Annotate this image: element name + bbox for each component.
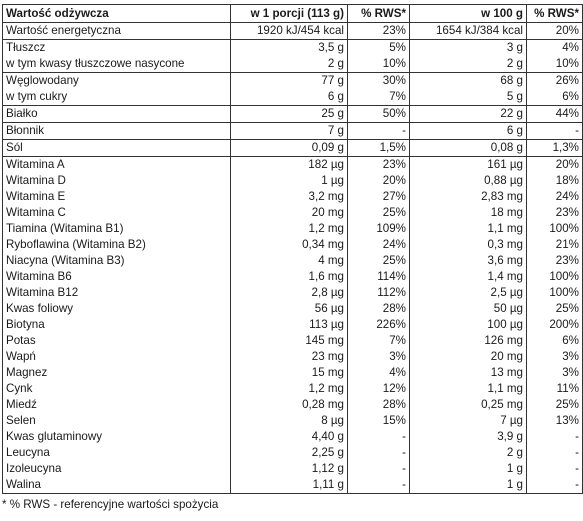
per-serving-cell: 77 g bbox=[231, 73, 348, 90]
per-100g-cell: 3,6 mg bbox=[410, 253, 527, 269]
header-per-serving: w 1 porcji (113 g) bbox=[231, 5, 348, 23]
table-row bbox=[3, 123, 583, 140]
rws-serving-cell: - bbox=[348, 445, 410, 461]
rws-100g-cell: 100% bbox=[527, 221, 583, 237]
nutrient-name-cell: w tym cukry bbox=[3, 89, 231, 106]
nutrient-name-cell: Witamina B12 bbox=[3, 285, 231, 301]
nutrient-name-cell: Walina bbox=[3, 477, 231, 494]
per-serving-cell: 0,28 mg bbox=[231, 397, 348, 413]
table-row bbox=[3, 106, 583, 123]
rws-serving-cell: 109% bbox=[348, 221, 410, 237]
nutrient-name-cell: Witamina A bbox=[3, 157, 231, 174]
rws-serving-cell: 24% bbox=[348, 237, 410, 253]
nutrient-name-cell: Ryboflawina (Witamina B2) bbox=[3, 237, 231, 253]
header-rws-100g: % RWS* bbox=[527, 5, 583, 23]
rws-100g-cell: 13% bbox=[527, 413, 583, 429]
per-100g-cell: 126 mg bbox=[410, 333, 527, 349]
rws-100g-cell: 4% bbox=[527, 40, 583, 57]
per-100g-cell: 0,3 mg bbox=[410, 237, 527, 253]
rws-100g-cell: 100% bbox=[527, 285, 583, 301]
per-serving-cell: 1,6 mg bbox=[231, 269, 348, 285]
per-serving-cell: 15 mg bbox=[231, 365, 348, 381]
rws-100g-cell: 1,3% bbox=[527, 140, 583, 157]
rws-100g-cell: 25% bbox=[527, 397, 583, 413]
nutrition-table bbox=[2, 4, 583, 494]
table-row bbox=[3, 157, 583, 174]
table-row bbox=[3, 429, 583, 445]
nutrient-name-cell: w tym kwasy tłuszczowe nasycone bbox=[3, 56, 231, 73]
rws-serving-cell: 226% bbox=[348, 317, 410, 333]
header-rws-serving: % RWS* bbox=[348, 5, 410, 23]
per-100g-cell: 0,88 µg bbox=[410, 173, 527, 189]
rws-serving-cell: 4% bbox=[348, 365, 410, 381]
table-row bbox=[3, 237, 583, 253]
rws-100g-cell: 10% bbox=[527, 56, 583, 73]
nutrient-name-cell: Selen bbox=[3, 413, 231, 429]
nutrient-name-cell: Węglowodany bbox=[3, 73, 231, 90]
per-100g-cell: 0,25 mg bbox=[410, 397, 527, 413]
rws-100g-cell: 3% bbox=[527, 365, 583, 381]
nutrient-name-cell: Cynk bbox=[3, 381, 231, 397]
per-serving-cell: 1,11 g bbox=[231, 477, 348, 494]
per-100g-cell: 1 g bbox=[410, 477, 527, 494]
rws-100g-cell: 6% bbox=[527, 89, 583, 106]
rws-100g-cell: 23% bbox=[527, 253, 583, 269]
per-100g-cell: 1654 kJ/384 kcal bbox=[410, 23, 527, 40]
header-per-100g: w 100 g bbox=[410, 5, 527, 23]
nutrient-name-cell: Błonnik bbox=[3, 123, 231, 140]
nutrient-name-cell: Tłuszcz bbox=[3, 40, 231, 57]
table-row bbox=[3, 381, 583, 397]
per-serving-cell: 56 µg bbox=[231, 301, 348, 317]
rws-serving-cell: 30% bbox=[348, 73, 410, 90]
rws-serving-cell: 50% bbox=[348, 106, 410, 123]
table-row bbox=[3, 445, 583, 461]
nutrient-name-cell: Witamina B6 bbox=[3, 269, 231, 285]
per-100g-cell: 2,83 mg bbox=[410, 189, 527, 205]
rws-100g-cell: - bbox=[527, 461, 583, 477]
table-row bbox=[3, 253, 583, 269]
rws-serving-cell: 23% bbox=[348, 23, 410, 40]
rws-100g-cell: 6% bbox=[527, 333, 583, 349]
nutrient-name-cell: Witamina E bbox=[3, 189, 231, 205]
per-serving-cell: 4,40 g bbox=[231, 429, 348, 445]
per-serving-cell: 145 mg bbox=[231, 333, 348, 349]
table-row bbox=[3, 477, 583, 494]
per-serving-cell: 1920 kJ/454 kcal bbox=[231, 23, 348, 40]
table-row bbox=[3, 413, 583, 429]
rws-serving-cell: - bbox=[348, 477, 410, 494]
per-serving-cell: 23 mg bbox=[231, 349, 348, 365]
rws-100g-cell: 11% bbox=[527, 381, 583, 397]
rws-serving-cell: - bbox=[348, 123, 410, 140]
table-row bbox=[3, 397, 583, 413]
rws-serving-cell: 3% bbox=[348, 349, 410, 365]
table-row bbox=[3, 23, 583, 40]
footnote: * % RWS - referencyjne wartości spożycia bbox=[2, 498, 219, 511]
rws-100g-cell: 3% bbox=[527, 349, 583, 365]
nutrient-name-cell: Wartość energetyczna bbox=[3, 23, 231, 40]
per-100g-cell: 2 g bbox=[410, 56, 527, 73]
per-serving-cell: 2 g bbox=[231, 56, 348, 73]
rws-100g-cell: 200% bbox=[527, 317, 583, 333]
table-row bbox=[3, 89, 583, 106]
table-row bbox=[3, 56, 583, 73]
per-100g-cell: 22 g bbox=[410, 106, 527, 123]
per-100g-cell: 1,4 mg bbox=[410, 269, 527, 285]
nutrient-name-cell: Kwas foliowy bbox=[3, 301, 231, 317]
per-serving-cell: 182 µg bbox=[231, 157, 348, 174]
per-serving-cell: 1 µg bbox=[231, 173, 348, 189]
rws-serving-cell: 23% bbox=[348, 157, 410, 174]
rws-serving-cell: 20% bbox=[348, 173, 410, 189]
rws-100g-cell: 24% bbox=[527, 189, 583, 205]
per-serving-cell: 1,2 mg bbox=[231, 381, 348, 397]
table-row bbox=[3, 269, 583, 285]
per-100g-cell: 3 g bbox=[410, 40, 527, 57]
nutrient-name-cell: Kwas glutaminowy bbox=[3, 429, 231, 445]
per-serving-cell: 3,5 g bbox=[231, 40, 348, 57]
rws-serving-cell: 10% bbox=[348, 56, 410, 73]
table-header-row bbox=[3, 5, 583, 23]
rws-serving-cell: 114% bbox=[348, 269, 410, 285]
table-row bbox=[3, 140, 583, 157]
per-serving-cell: 4 mg bbox=[231, 253, 348, 269]
rws-100g-cell: 18% bbox=[527, 173, 583, 189]
rws-serving-cell: - bbox=[348, 429, 410, 445]
rws-100g-cell: 20% bbox=[527, 157, 583, 174]
per-100g-cell: 1 g bbox=[410, 461, 527, 477]
per-100g-cell: 20 mg bbox=[410, 349, 527, 365]
rws-100g-cell: - bbox=[527, 445, 583, 461]
per-serving-cell: 2,25 g bbox=[231, 445, 348, 461]
rws-serving-cell: 15% bbox=[348, 413, 410, 429]
per-serving-cell: 6 g bbox=[231, 89, 348, 106]
rws-100g-cell: 21% bbox=[527, 237, 583, 253]
per-serving-cell: 20 mg bbox=[231, 205, 348, 221]
table-row bbox=[3, 461, 583, 477]
per-100g-cell: 1,1 mg bbox=[410, 381, 527, 397]
per-serving-cell: 0,34 mg bbox=[231, 237, 348, 253]
per-100g-cell: 7 µg bbox=[410, 413, 527, 429]
nutrient-name-cell: Potas bbox=[3, 333, 231, 349]
nutrient-name-cell: Witamina D bbox=[3, 173, 231, 189]
nutrient-name-cell: Białko bbox=[3, 106, 231, 123]
per-100g-cell: 5 g bbox=[410, 89, 527, 106]
nutrient-name-cell: Witamina C bbox=[3, 205, 231, 221]
table-row bbox=[3, 40, 583, 57]
per-serving-cell: 113 µg bbox=[231, 317, 348, 333]
table-row bbox=[3, 349, 583, 365]
table-row bbox=[3, 285, 583, 301]
per-100g-cell: 6 g bbox=[410, 123, 527, 140]
nutrient-name-cell: Niacyna (Witamina B3) bbox=[3, 253, 231, 269]
per-serving-cell: 1,2 mg bbox=[231, 221, 348, 237]
rws-serving-cell: 12% bbox=[348, 381, 410, 397]
rws-serving-cell: 5% bbox=[348, 40, 410, 57]
table-row bbox=[3, 173, 583, 189]
rws-100g-cell: 26% bbox=[527, 73, 583, 90]
rws-100g-cell: - bbox=[527, 477, 583, 494]
rws-serving-cell: 28% bbox=[348, 397, 410, 413]
rws-100g-cell: 44% bbox=[527, 106, 583, 123]
nutrient-name-cell: Leucyna bbox=[3, 445, 231, 461]
rws-serving-cell: 27% bbox=[348, 189, 410, 205]
table-row bbox=[3, 333, 583, 349]
per-serving-cell: 2,8 µg bbox=[231, 285, 348, 301]
per-100g-cell: 68 g bbox=[410, 73, 527, 90]
rws-100g-cell: 20% bbox=[527, 23, 583, 40]
table-row bbox=[3, 205, 583, 221]
rws-serving-cell: 28% bbox=[348, 301, 410, 317]
table-body bbox=[3, 23, 583, 494]
per-100g-cell: 1,1 mg bbox=[410, 221, 527, 237]
table-row bbox=[3, 189, 583, 205]
rws-serving-cell: 25% bbox=[348, 205, 410, 221]
per-serving-cell: 7 g bbox=[231, 123, 348, 140]
per-100g-cell: 13 mg bbox=[410, 365, 527, 381]
rws-serving-cell: 112% bbox=[348, 285, 410, 301]
per-100g-cell: 50 µg bbox=[410, 301, 527, 317]
table-row bbox=[3, 221, 583, 237]
per-100g-cell: 2,5 µg bbox=[410, 285, 527, 301]
per-serving-cell: 0,09 g bbox=[231, 140, 348, 157]
rws-100g-cell: 25% bbox=[527, 301, 583, 317]
per-100g-cell: 2 g bbox=[410, 445, 527, 461]
rws-serving-cell: 1,5% bbox=[348, 140, 410, 157]
table-row bbox=[3, 365, 583, 381]
per-100g-cell: 161 µg bbox=[410, 157, 527, 174]
per-serving-cell: 1,12 g bbox=[231, 461, 348, 477]
header-nutrient: Wartość odżywcza bbox=[3, 5, 231, 23]
nutrient-name-cell: Miedź bbox=[3, 397, 231, 413]
per-100g-cell: 18 mg bbox=[410, 205, 527, 221]
table-row bbox=[3, 301, 583, 317]
per-100g-cell: 3,9 g bbox=[410, 429, 527, 445]
per-100g-cell: 0,08 g bbox=[410, 140, 527, 157]
per-100g-cell: 100 µg bbox=[410, 317, 527, 333]
nutrient-name-cell: Sól bbox=[3, 140, 231, 157]
per-serving-cell: 3,2 mg bbox=[231, 189, 348, 205]
rws-serving-cell: 7% bbox=[348, 333, 410, 349]
rws-serving-cell: - bbox=[348, 461, 410, 477]
per-serving-cell: 25 g bbox=[231, 106, 348, 123]
table-row bbox=[3, 73, 583, 90]
nutrient-name-cell: Izoleucyna bbox=[3, 461, 231, 477]
per-serving-cell: 8 µg bbox=[231, 413, 348, 429]
rws-100g-cell: - bbox=[527, 429, 583, 445]
rws-100g-cell: 23% bbox=[527, 205, 583, 221]
nutrient-name-cell: Magnez bbox=[3, 365, 231, 381]
rws-100g-cell: 100% bbox=[527, 269, 583, 285]
table-row bbox=[3, 317, 583, 333]
rws-serving-cell: 7% bbox=[348, 89, 410, 106]
nutrient-name-cell: Biotyna bbox=[3, 317, 231, 333]
nutrient-name-cell: Wapń bbox=[3, 349, 231, 365]
rws-100g-cell: - bbox=[527, 123, 583, 140]
rws-serving-cell: 25% bbox=[348, 253, 410, 269]
nutrient-name-cell: Tiamina (Witamina B1) bbox=[3, 221, 231, 237]
